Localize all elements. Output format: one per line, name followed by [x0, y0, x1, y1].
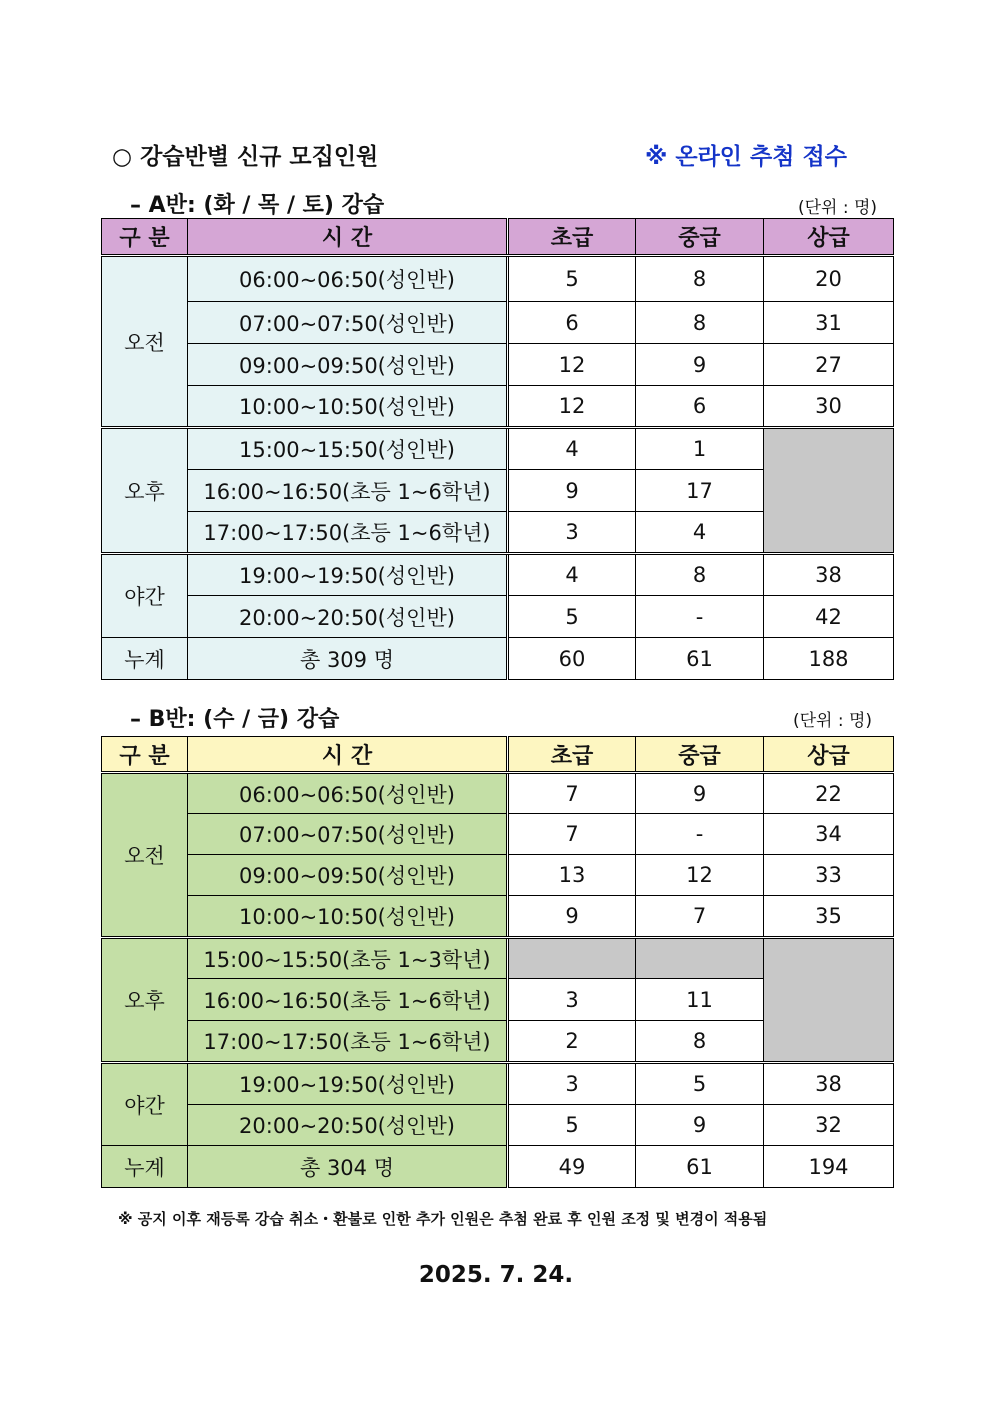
beginner-count: 12: [508, 344, 636, 386]
header-advanced: 상급: [764, 219, 894, 256]
header-intermediate: 중급: [636, 737, 764, 773]
class-a-table: [101, 218, 894, 680]
section-a-unit: (단위 : 명): [798, 198, 878, 218]
header-intermediate: 중급: [636, 219, 764, 256]
total-advanced: 194: [764, 1146, 894, 1188]
online-lottery-notice: ※ 온라인 추첨 접수: [645, 144, 847, 170]
intermediate-count: 8: [636, 302, 764, 344]
beginner-count: 4: [508, 428, 636, 470]
time-cell: 17:00~17:50(초등 1~6학년): [188, 1021, 508, 1063]
group-label-night: 야간: [102, 1063, 188, 1146]
header-beginner: 초급: [508, 219, 636, 256]
beginner-count: 6: [508, 302, 636, 344]
advanced-count: 42: [764, 596, 894, 638]
footnote: ※ 공지 이후 재등록 강습 취소・환불로 인한 추가 인원은 추첨 완료 후 인원 조정 및 변경이 적용됨: [118, 1210, 768, 1228]
beginner-count: 7: [508, 814, 636, 855]
group-label-morning: 오전: [102, 256, 188, 428]
group-label-night: 야간: [102, 554, 188, 638]
intermediate-count: 4: [636, 512, 764, 554]
advanced-count: 32: [764, 1105, 894, 1146]
section-b-heading: – B반: (수 / 금) 강습: [130, 707, 340, 732]
beginner-count: 3: [508, 512, 636, 554]
time-cell: 07:00~07:50(성인반): [188, 814, 508, 855]
group-label-morning: 오전: [102, 773, 188, 938]
total-intermediate: 61: [636, 1146, 764, 1188]
total-text: 총 304 명: [188, 1146, 508, 1188]
page-title: ○ 강습반별 신규 모집인원: [112, 144, 379, 170]
intermediate-count: -: [636, 814, 764, 855]
group-label-afternoon: 오후: [102, 428, 188, 554]
advanced-not-offered-cell: [764, 938, 894, 1063]
beginner-count: 9: [508, 896, 636, 938]
time-cell: 07:00~07:50(성인반): [188, 302, 508, 344]
header-category: 구 분: [102, 737, 188, 773]
intermediate-count: 12: [636, 855, 764, 896]
time-cell: 10:00~10:50(성인반): [188, 386, 508, 428]
time-cell: 15:00~15:50(성인반): [188, 428, 508, 470]
beginner-count: 9: [508, 470, 636, 512]
time-cell: 06:00~06:50(성인반): [188, 773, 508, 814]
beginner-not-offered-cell: [508, 938, 636, 979]
beginner-count: 12: [508, 386, 636, 428]
beginner-count: 4: [508, 554, 636, 596]
advanced-count: 22: [764, 773, 894, 814]
beginner-count: 5: [508, 596, 636, 638]
intermediate-count: 9: [636, 344, 764, 386]
beginner-count: 5: [508, 1105, 636, 1146]
total-label: 누계: [102, 638, 188, 680]
class-b-table: [101, 736, 894, 1188]
time-cell: 06:00~06:50(성인반): [188, 256, 508, 302]
total-advanced: 188: [764, 638, 894, 680]
beginner-count: 5: [508, 256, 636, 302]
total-beginner: 49: [508, 1146, 636, 1188]
time-cell: 20:00~20:50(성인반): [188, 1105, 508, 1146]
total-text: 총 309 명: [188, 638, 508, 680]
time-cell: 19:00~19:50(성인반): [188, 554, 508, 596]
section-b-unit: (단위 : 명): [793, 711, 873, 731]
advanced-count: 31: [764, 302, 894, 344]
advanced-count: 33: [764, 855, 894, 896]
advanced-count: 30: [764, 386, 894, 428]
beginner-count: 2: [508, 1021, 636, 1063]
beginner-count: 13: [508, 855, 636, 896]
header-category: 구 분: [102, 219, 188, 256]
advanced-count: 20: [764, 256, 894, 302]
time-cell: 15:00~15:50(초등 1~3학년): [188, 938, 508, 979]
time-cell: 10:00~10:50(성인반): [188, 896, 508, 938]
advanced-count: 35: [764, 896, 894, 938]
advanced-not-offered-cell: [764, 428, 894, 554]
beginner-count: 7: [508, 773, 636, 814]
total-intermediate: 61: [636, 638, 764, 680]
total-beginner: 60: [508, 638, 636, 680]
intermediate-count: 17: [636, 470, 764, 512]
intermediate-count: 8: [636, 256, 764, 302]
header-advanced: 상급: [764, 737, 894, 773]
advanced-count: 38: [764, 554, 894, 596]
time-cell: 19:00~19:50(성인반): [188, 1063, 508, 1105]
time-cell: 17:00~17:50(초등 1~6학년): [188, 512, 508, 554]
time-cell: 09:00~09:50(성인반): [188, 344, 508, 386]
intermediate-count: -: [636, 596, 764, 638]
time-cell: 09:00~09:50(성인반): [188, 855, 508, 896]
time-cell: 16:00~16:50(초등 1~6학년): [188, 979, 508, 1021]
intermediate-count: 9: [636, 1105, 764, 1146]
document-date: 2025. 7. 24.: [418, 1262, 574, 1288]
intermediate-count: 6: [636, 386, 764, 428]
total-label: 누계: [102, 1146, 188, 1188]
time-cell: 16:00~16:50(초등 1~6학년): [188, 470, 508, 512]
beginner-count: 3: [508, 1063, 636, 1105]
header-beginner: 초급: [508, 737, 636, 773]
intermediate-count: 11: [636, 979, 764, 1021]
intermediate-count: 9: [636, 773, 764, 814]
section-a-heading: – A반: (화 / 목 / 토) 강습: [130, 193, 385, 218]
beginner-count: 3: [508, 979, 636, 1021]
intermediate-count: 8: [636, 1021, 764, 1063]
intermediate-count: 7: [636, 896, 764, 938]
intermediate-not-offered-cell: [636, 938, 764, 979]
intermediate-count: 1: [636, 428, 764, 470]
advanced-count: 27: [764, 344, 894, 386]
intermediate-count: 8: [636, 554, 764, 596]
group-label-afternoon: 오후: [102, 938, 188, 1063]
time-cell: 20:00~20:50(성인반): [188, 596, 508, 638]
intermediate-count: 5: [636, 1063, 764, 1105]
header-time: 시 간: [188, 219, 508, 256]
advanced-count: 34: [764, 814, 894, 855]
header-time: 시 간: [188, 737, 508, 773]
advanced-count: 38: [764, 1063, 894, 1105]
